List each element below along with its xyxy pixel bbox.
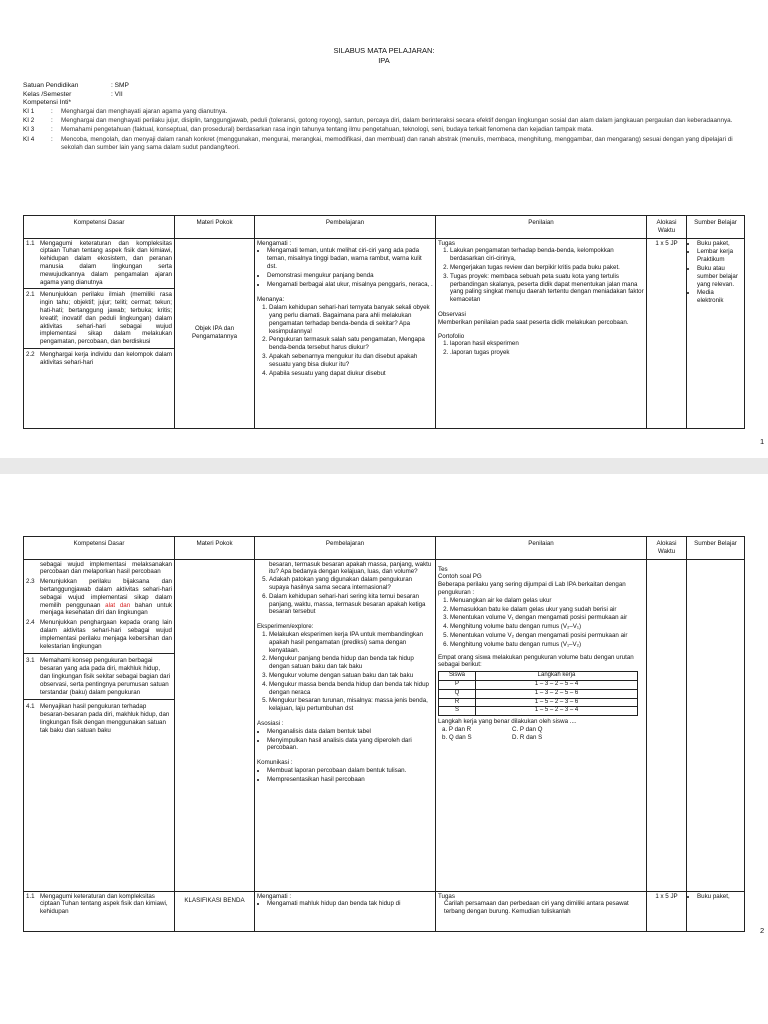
page-number: 1 [760, 437, 765, 446]
list-item: 1. Menuangkan air ke dalam gelas ukur [450, 597, 644, 605]
list-item: 2. Mengukur panjang benda hidup dan benda tak hidup dengan satuan baku dan tak baku [269, 655, 433, 671]
kd-item [26, 703, 172, 734]
kd-number: 4.1 [26, 703, 35, 711]
menanya-heading: Menanya: [257, 296, 285, 304]
contoh-heading: Contoh soal PG [438, 573, 482, 581]
sumber-cell [687, 559, 745, 891]
soal-intro: Beberapa perilaku yang sering dijumpai di Lab IPA berkaitan dengan pengukuran : [438, 581, 626, 596]
list-item: 6. Dalam kehidupan sehari-hari sering kita temui besaran panjang, waktu, massa, termasuk besaran apakah ketiga besaran tersebut [269, 593, 433, 616]
kd-cell [24, 238, 175, 428]
pembelajaran-continuation: besaran, termasuk besaran apakah massa, panjang, waktu itu? Apa bedanya dengan kelajuan, luas, dan volume? [269, 560, 432, 576]
table-cell: P [439, 680, 476, 689]
list-item: 1. Dalam kehidupan sehari-hari ternyata banyak sekali obyek yang perlu diamati. Bagaimana para ahli melakukan pengamatan terhadap benda-benda di sekitar? Apa kesimpulannya! [269, 304, 433, 335]
list-item: • Menyimpulkan hasil analisis data yang diperoleh dari percobaan. [267, 737, 433, 753]
komunikasi-heading: Komunikasi : [257, 759, 293, 767]
kd-number: 2.4 [26, 619, 35, 627]
mini-header: Langkah kerja [476, 672, 638, 681]
list-item: 2. Pengukuran termasuk salah satu pengamatan, Mengapa benda-benda tersebut harus diukur? [269, 336, 433, 352]
table-cell: 1 – 3 – 2 – 5 – 4 [476, 680, 638, 689]
option: b. Q dan S [442, 733, 472, 741]
header-alokasi: Alokasi Waktu [647, 216, 687, 239]
kd-item [26, 291, 172, 346]
tes-heading: Tes [438, 565, 448, 573]
list-item: 3. Tugas proyek: membaca sebuah peta suatu kota yang tertulis perbandingan skalanya, peserta didik dapat menentukan jalan mana yang paling singkat menuju daerah tertentu dengan meniadakan faktor kemacetan [450, 273, 644, 304]
kd-number: 2.2 [26, 350, 35, 358]
list-item: 1. Melakukan eksperimen kerja IPA untuk membandingkan apakah hasil pengamatan (prediksi) sama dengan kenyataan. [269, 631, 433, 654]
ki-item: KI 1 : Menghargai dan menghayati ajaran agama yang dianutnya. [23, 108, 743, 116]
ki-code: KI 1 [23, 108, 35, 115]
list-item: • Media elektronik [697, 289, 742, 305]
satuan-value: : SMP [111, 82, 129, 89]
option: C. P dan Q [512, 725, 543, 733]
observasi-text: Memberikan penilaian pada saat peserta didik melakukan percobaan. [438, 318, 629, 326]
kd-text: Mengagumi keteraturan dan kompleksitas ciptaan Tuhan tentang aspek fisik dan kimiawi, kehidupan [40, 892, 168, 916]
table-row [439, 680, 638, 689]
penilaian-cell [436, 559, 647, 891]
kd-text: Memahami konsep pengukuran berbagai besaran yang ada pada diri, makhluk hidup, dan lingkungan fisik sekitar sebagai bagian dari observasi, serta pentingnya perumusan satuan terstandar (baku) dalam pengukuran [40, 657, 171, 696]
observasi-heading: Observasi [438, 310, 466, 318]
kd-text: Mengagumi keteraturan dan kompleksitas ciptaan Tuhan tentang aspek fisik dan kimiawi, kehidupan dalam ekosistem, dan peranan manusia dalam lingkungan serta mewujudkannya dalam pengamalan ajaran agama yang dianutnya [40, 239, 172, 286]
ki-item: KI 3 : Memahami pengetahuan (faktual, konseptual, dan prosedural) berdasarkan rasa ingin tahunya tentang ilmu pengetahuan, teknologi, seni, budaya terkait fenomena dan kejadian tampak mata. [23, 126, 743, 134]
table-row [439, 698, 638, 707]
materi-cell [175, 559, 255, 891]
kd-text: sebagai wujud implementasi melaksanakan percobaan dan melaporkan hasil percobaan [40, 560, 172, 576]
table-cell: 1 – 5 – 2 – 3 – 6 [476, 698, 638, 707]
list-item: • Mempresentasikan hasil percobaan [267, 776, 433, 784]
table-row [439, 689, 638, 698]
list-item: 5. Menentukan volume V₂ dengan mengamati posisi permukaan air [450, 632, 644, 640]
list-item: 1. Lakukan pengamatan terhadap benda-benda, kelompokkan berdasarkan ciri-cirinya, [450, 247, 644, 263]
list-item: • Menganalisis data dalam bentuk tabel [267, 728, 433, 736]
portofolio-heading: Portofolio [438, 332, 465, 340]
header-materi: Materi Pokok [175, 216, 255, 239]
kd-item [26, 619, 172, 650]
soal-ask: Langkah kerja yang benar dilakukan oleh siswa .... [438, 718, 577, 726]
sumber-cell [687, 891, 745, 931]
syllabus-table-page-1 [23, 215, 745, 429]
kd-number: 2.1 [26, 291, 35, 299]
header-materi: Materi Pokok [175, 537, 255, 560]
alokasi-cell [647, 559, 687, 891]
options-row [438, 726, 578, 734]
header-pembelajaran: Pembelajaran [255, 537, 436, 560]
list-item: 3. Mengukur volume dengan satuan baku dan tak baku [269, 672, 433, 680]
header-penilaian: Penilaian [436, 537, 647, 560]
kd-number: 1.1 [26, 892, 35, 900]
ki-item: KI 4 : Mencoba, mengolah, dan menyaji dalam ranah konkret (menggunakan, mengurai, merangkai, memodifikasi, dan membuat) dan ranah abstrak (menulis, membaca, menghitung, menggambar, dan mengarang) sesuai dengan yang dipelajari di sekolah dan sumber lain yang sama dalam sudut pandang/teori. [23, 136, 743, 152]
syllabus-title: SILABUS MATA PELAJARAN: [333, 46, 435, 55]
page-number: 2 [760, 926, 765, 935]
list-item: 5. Adakah patokan yang digunakan dalam pengukuran supaya hasilnya sama secara internasional? [269, 576, 433, 592]
list-item: • Mengamati teman, untuk melihat ciri-ciri yang ada pada teman, misalnya tinggi badan, warna rambut, warna kulit dst. [267, 247, 433, 270]
kd-text: Menyajikan hasil pengukuran terhadap besaran-besaran pada diri, makhluk hidup, dan lingkungan fisik dengan menggunakan satuan tak baku dan satuan baku [40, 703, 170, 734]
list-item: • Mengamati berbagai alat ukur, misalnya penggaris, neraca, . [267, 281, 433, 289]
list-item: • Lembar kerja Praktikum [697, 248, 742, 264]
materi-text: Objek IPA dan Pengamatannya [191, 325, 238, 341]
list-item: 3. Menentukan volume V₁ dengan mengamati posisi permukaan air [450, 614, 644, 622]
steps-table [438, 671, 638, 716]
pembelajaran-cell [255, 238, 436, 428]
mengamati-heading: Mengamati : [257, 239, 292, 247]
materi-cell [175, 891, 255, 931]
ki-code: KI 3 [23, 126, 35, 134]
ki-text: Menghargai dan menghayati perilaku jujur, disiplin, tanggungjawab, peduli (toleransi, gotong royong), santun, percaya diri, dalam berinteraksi secara efektif dengan lingkungan sosial dan alam dalam jangkauan pergaulan dan keberadaannya. [61, 117, 733, 125]
kelas-label: Kelas /Semester [23, 90, 72, 98]
penilaian-cell [436, 238, 647, 428]
table-cell: 1 – 3 – 2 – 5 – 6 [476, 689, 638, 698]
sumber-cell [687, 238, 745, 428]
ki-text: Mencoba, mengolah, dan menyaji dalam ranah konkret (menggunakan, mengurai, merangkai, memodifikasi, dan membuat) dan ranah abstrak (menulis, membaca, menghitung, menggambar, dan mengarang) sesuai dengan yang dipelajari di sekolah dan sumber lain yang sama dalam sudut pandang/teori. [61, 135, 733, 151]
list-item: • Demonstrasi mengukur panjang benda [267, 272, 433, 280]
list-item: 4. Mengukur massa benda benda hidup dan benda tak hidup dengan neraca [269, 681, 433, 697]
option: D. R dan S [512, 733, 543, 741]
list-item: 1. laporan hasil eksperimen [450, 340, 644, 348]
list-item: 6. Menghitung volume batu dengan rumus (V₁–V₂) [450, 641, 644, 649]
kd-number: 3.1 [26, 657, 35, 665]
alokasi-text: 1 x 5 JP [655, 892, 678, 900]
option: a. P dan R [442, 725, 472, 733]
document-page-2 [0, 474, 768, 1024]
header-pembelajaran: Pembelajaran [255, 216, 436, 239]
table-cell: S [439, 707, 476, 716]
list-item: 2. Memasukkan batu ke dalam gelas ukur yang sudah berisi air [450, 606, 644, 614]
pembelajaran-cell [255, 559, 436, 891]
header-sumber: Sumber Belajar [687, 537, 745, 560]
list-item: 2. .laporan tugas proyek [450, 349, 644, 357]
kd-item [26, 578, 172, 617]
kd-item [26, 561, 172, 577]
list-item: 2. Mengerjakan tugas review dan berpikir kritis pada buku paket. [450, 264, 644, 272]
list-item: • Buku paket, [697, 240, 742, 248]
list-item: 4. Apabila sesuatu yang dapat diukur disebut [269, 370, 433, 378]
table-cell: 1 – 5 – 2 – 3 – 4 [476, 707, 638, 716]
pembelajaran-cell [255, 891, 436, 931]
ki-list [23, 108, 743, 153]
kd-number: 1.1 [26, 239, 35, 247]
list-item: 4. Menghitung volume batu dengan rumus (V₂–V₁) [450, 623, 644, 631]
ki-item: KI 2 : Menghargai dan menghayati perilaku jujur, disiplin, tanggungjawab, peduli (toleransi, gotong royong), santun, percaya diri, dalam berinteraksi secara efektif dengan lingkungan sosial dan alam dalam jangkauan pergaulan dan keberadaannya. [23, 117, 743, 125]
soal-question: Empat orang siswa melakukan pengukuran volume batu dengan urutan sebagai berikut: [438, 653, 634, 669]
tugas-heading: Tugas [438, 239, 455, 247]
kd-text: Menunjukkan perilaku ilmiah (memiliki rasa ingin tahu; objektif; jujur; teliti; cermat; tekun; hati-hati; bertanggung jawab; terbuka; kritis; kreatif; inovatif dan peduli lingkungan) dalam aktivitas sehari-hari sebagai wujud implementasi sikap dalam melakukan pengamatan, percobaan, dan berdiskusi [40, 291, 172, 346]
ki-heading: Kompetensi Inti* [23, 99, 72, 107]
tugas-heading: Tugas [438, 892, 455, 900]
identity-block [23, 82, 743, 108]
kd-item [26, 351, 172, 367]
mengamati-heading: Mengamati : [257, 892, 292, 900]
ki-code: KI 4 [23, 135, 35, 143]
header-penilaian: Penilaian [436, 216, 647, 239]
satuan-label: Satuan Pendidikan [23, 82, 79, 89]
table-row [439, 707, 638, 716]
kd-text: Menunjukkan perilaku bijaksana dan bertanggungjawab dalam aktivitas sehari-hari sebagai wujud implementasi sikap dalam memilih penggunaan alat dan bahan untuk menjaga kesehatan diri dan lingkungan [40, 578, 172, 617]
table-cell: Q [439, 689, 476, 698]
header-alokasi: Alokasi Waktu [647, 537, 687, 560]
tugas-text: Carilah persamaan dan perbedaan ciri yang dimiliki antara pesawat terbang dengan burung. Kemudian tuliskanlah [444, 900, 629, 916]
document-page-1 [0, 0, 768, 458]
list-item: • Buku paket, [697, 893, 742, 901]
alokasi-text: 1 x 5 JP [655, 239, 678, 247]
list-item: • Buku atau sumber belajar yang relevan. [697, 265, 742, 288]
header-kd: Kompetensi Dasar [24, 216, 175, 239]
alokasi-cell [647, 891, 687, 931]
kd-text: Menghargai kerja individu dan kelompok dalam aktivitas sehari-hari [40, 350, 172, 366]
materi-cell [175, 238, 255, 428]
list-item: 5. Mengukur besaran turunan, misalnya: massa jenis benda, kelajuan, laju pertumbuhan dst [269, 697, 433, 713]
list-item: 3. Apakah sebenarnya mengukur itu dan disebut apakah sesuatu yang bisa diukur itu? [269, 353, 433, 369]
list-item: • Mengamati mahluk hidup dan benda tak hidup di [267, 900, 433, 908]
mini-header: Siswa [439, 672, 476, 681]
kd-item [26, 893, 172, 916]
kd-cell [24, 559, 175, 891]
penilaian-cell [436, 891, 647, 931]
list-item: • Membuat laporan percobaan dalam bentuk tulisan. [267, 767, 433, 775]
header-sumber: Sumber Belajar [687, 216, 745, 239]
kd-item [26, 240, 172, 287]
kelas-value: : VII [111, 90, 123, 98]
kd-number: 2.3 [26, 578, 35, 586]
eksperimen-heading: Eksperimen/explore: [257, 623, 314, 631]
syllabus-table-page-2 [23, 536, 745, 932]
ki-code: KI 2 [23, 117, 35, 125]
asosiasi-heading: Asosiasi : [257, 719, 284, 727]
materi-text: KLASIFIKASI BENDA [184, 896, 245, 904]
options-row [438, 734, 578, 742]
alokasi-cell [647, 238, 687, 428]
header-kd: Kompetensi Dasar [24, 537, 175, 560]
ki-text: Menghargai dan menghayati ajaran agama yang dianutnya. [61, 108, 228, 115]
ki-text: Memahami pengetahuan (faktual, konseptual, dan prosedural) berdasarkan rasa ingin tahunya tentang ilmu pengetahuan, teknologi, seni, budaya terkait fenomena dan kejadian tampak mata. [61, 126, 594, 134]
table-cell: R [439, 698, 476, 707]
kd-item [26, 657, 172, 696]
subject-title: IPA [378, 56, 390, 65]
kd-cell [24, 891, 175, 931]
kd-text: Menunjukkan penghargaan kepada orang lain dalam aktivitas sehari-hari sebagai wujud implementasi perilaku menjaga kebersihan dan kelestarian lingkungan [40, 619, 172, 650]
